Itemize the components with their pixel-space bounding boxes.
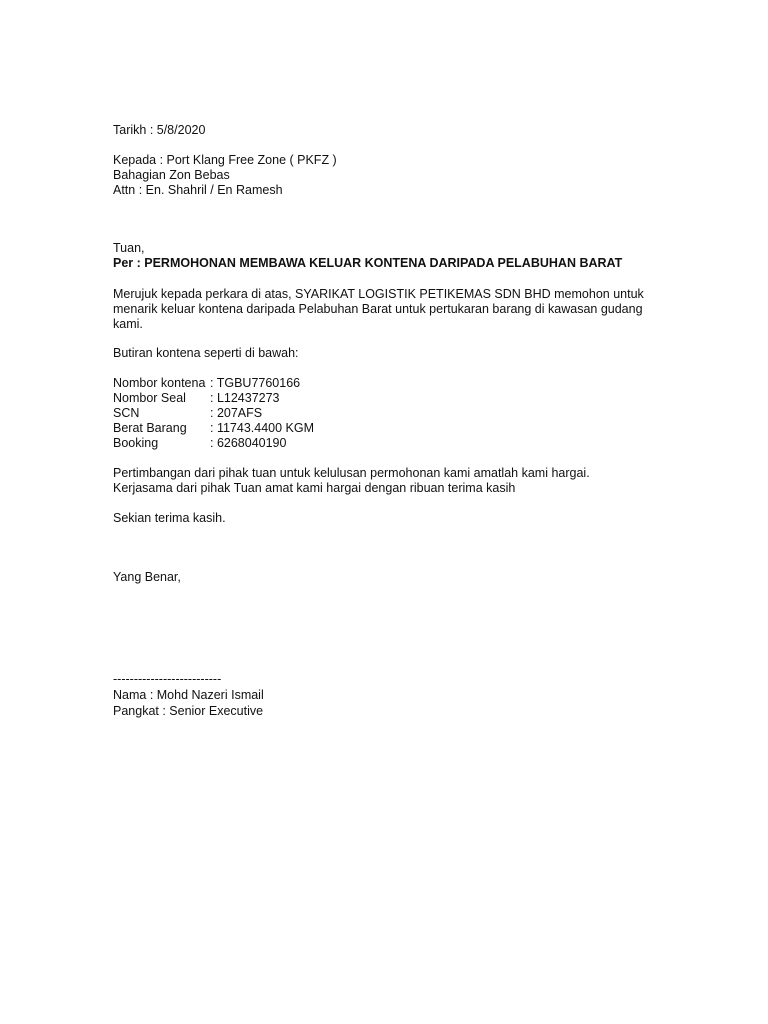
detail-row (113, 391, 280, 406)
detail-row (113, 436, 286, 451)
detail-label: Nombor Seal (113, 391, 186, 405)
detail-row (113, 376, 300, 391)
detail-row (113, 406, 262, 421)
details-intro: Butiran kontena seperti di bawah: (113, 346, 299, 360)
attention-line: Attn : En. Shahril / En Ramesh (113, 183, 283, 197)
thanks-line: Sekian terima kasih. (113, 511, 226, 525)
letter-date: Tarikh : 5/8/2020 (113, 123, 206, 137)
detail-label: Nombor kontena (113, 376, 206, 390)
detail-value: : 207AFS (210, 406, 263, 420)
signatory-name: Nama : Mohd Nazeri Ismail (113, 688, 264, 702)
detail-label: Berat Barang (113, 421, 187, 435)
signatory-position: Pangkat : Senior Executive (113, 704, 264, 718)
recipient-department: Bahagian Zon Bebas (113, 168, 230, 182)
recipient-line: Kepada : Port Klang Free Zone ( PKFZ ) (113, 153, 337, 167)
salutation: Tuan, (113, 241, 145, 255)
closing-line-2: Kerjasama dari pihak Tuan amat kami hargai dengan ribuan terima kasih (113, 481, 516, 495)
intro-line-2: menarik keluar kontena daripada Pelabuhan Barat untuk pertukaran barang di kawasan gudang (113, 302, 643, 316)
detail-label: Booking (113, 436, 159, 450)
detail-value: : 6268040190 (210, 436, 287, 450)
detail-value: : 11743.4400 KGM (210, 421, 315, 435)
signature-line: -------------------------- (113, 672, 222, 686)
subject-line: Per : PERMOHONAN MEMBAWA KELUAR KONTENA DARIPADA PELABUHAN BARAT (113, 256, 623, 270)
detail-value: : TGBU7760166 (210, 376, 301, 390)
closing-line-1: Pertimbangan dari pihak tuan untuk kelulusan permohonan kami amatlah kami hargai. (113, 466, 590, 480)
sign-off: Yang Benar, (113, 570, 181, 584)
detail-value: : L12437273 (210, 391, 280, 405)
detail-row (113, 421, 314, 436)
intro-line-1: Merujuk kepada perkara di atas, SYARIKAT LOGISTIK PETIKEMAS SDN BHD memohon untuk (113, 287, 644, 301)
intro-line-3: kami. (113, 317, 143, 331)
detail-label: SCN (113, 406, 140, 420)
